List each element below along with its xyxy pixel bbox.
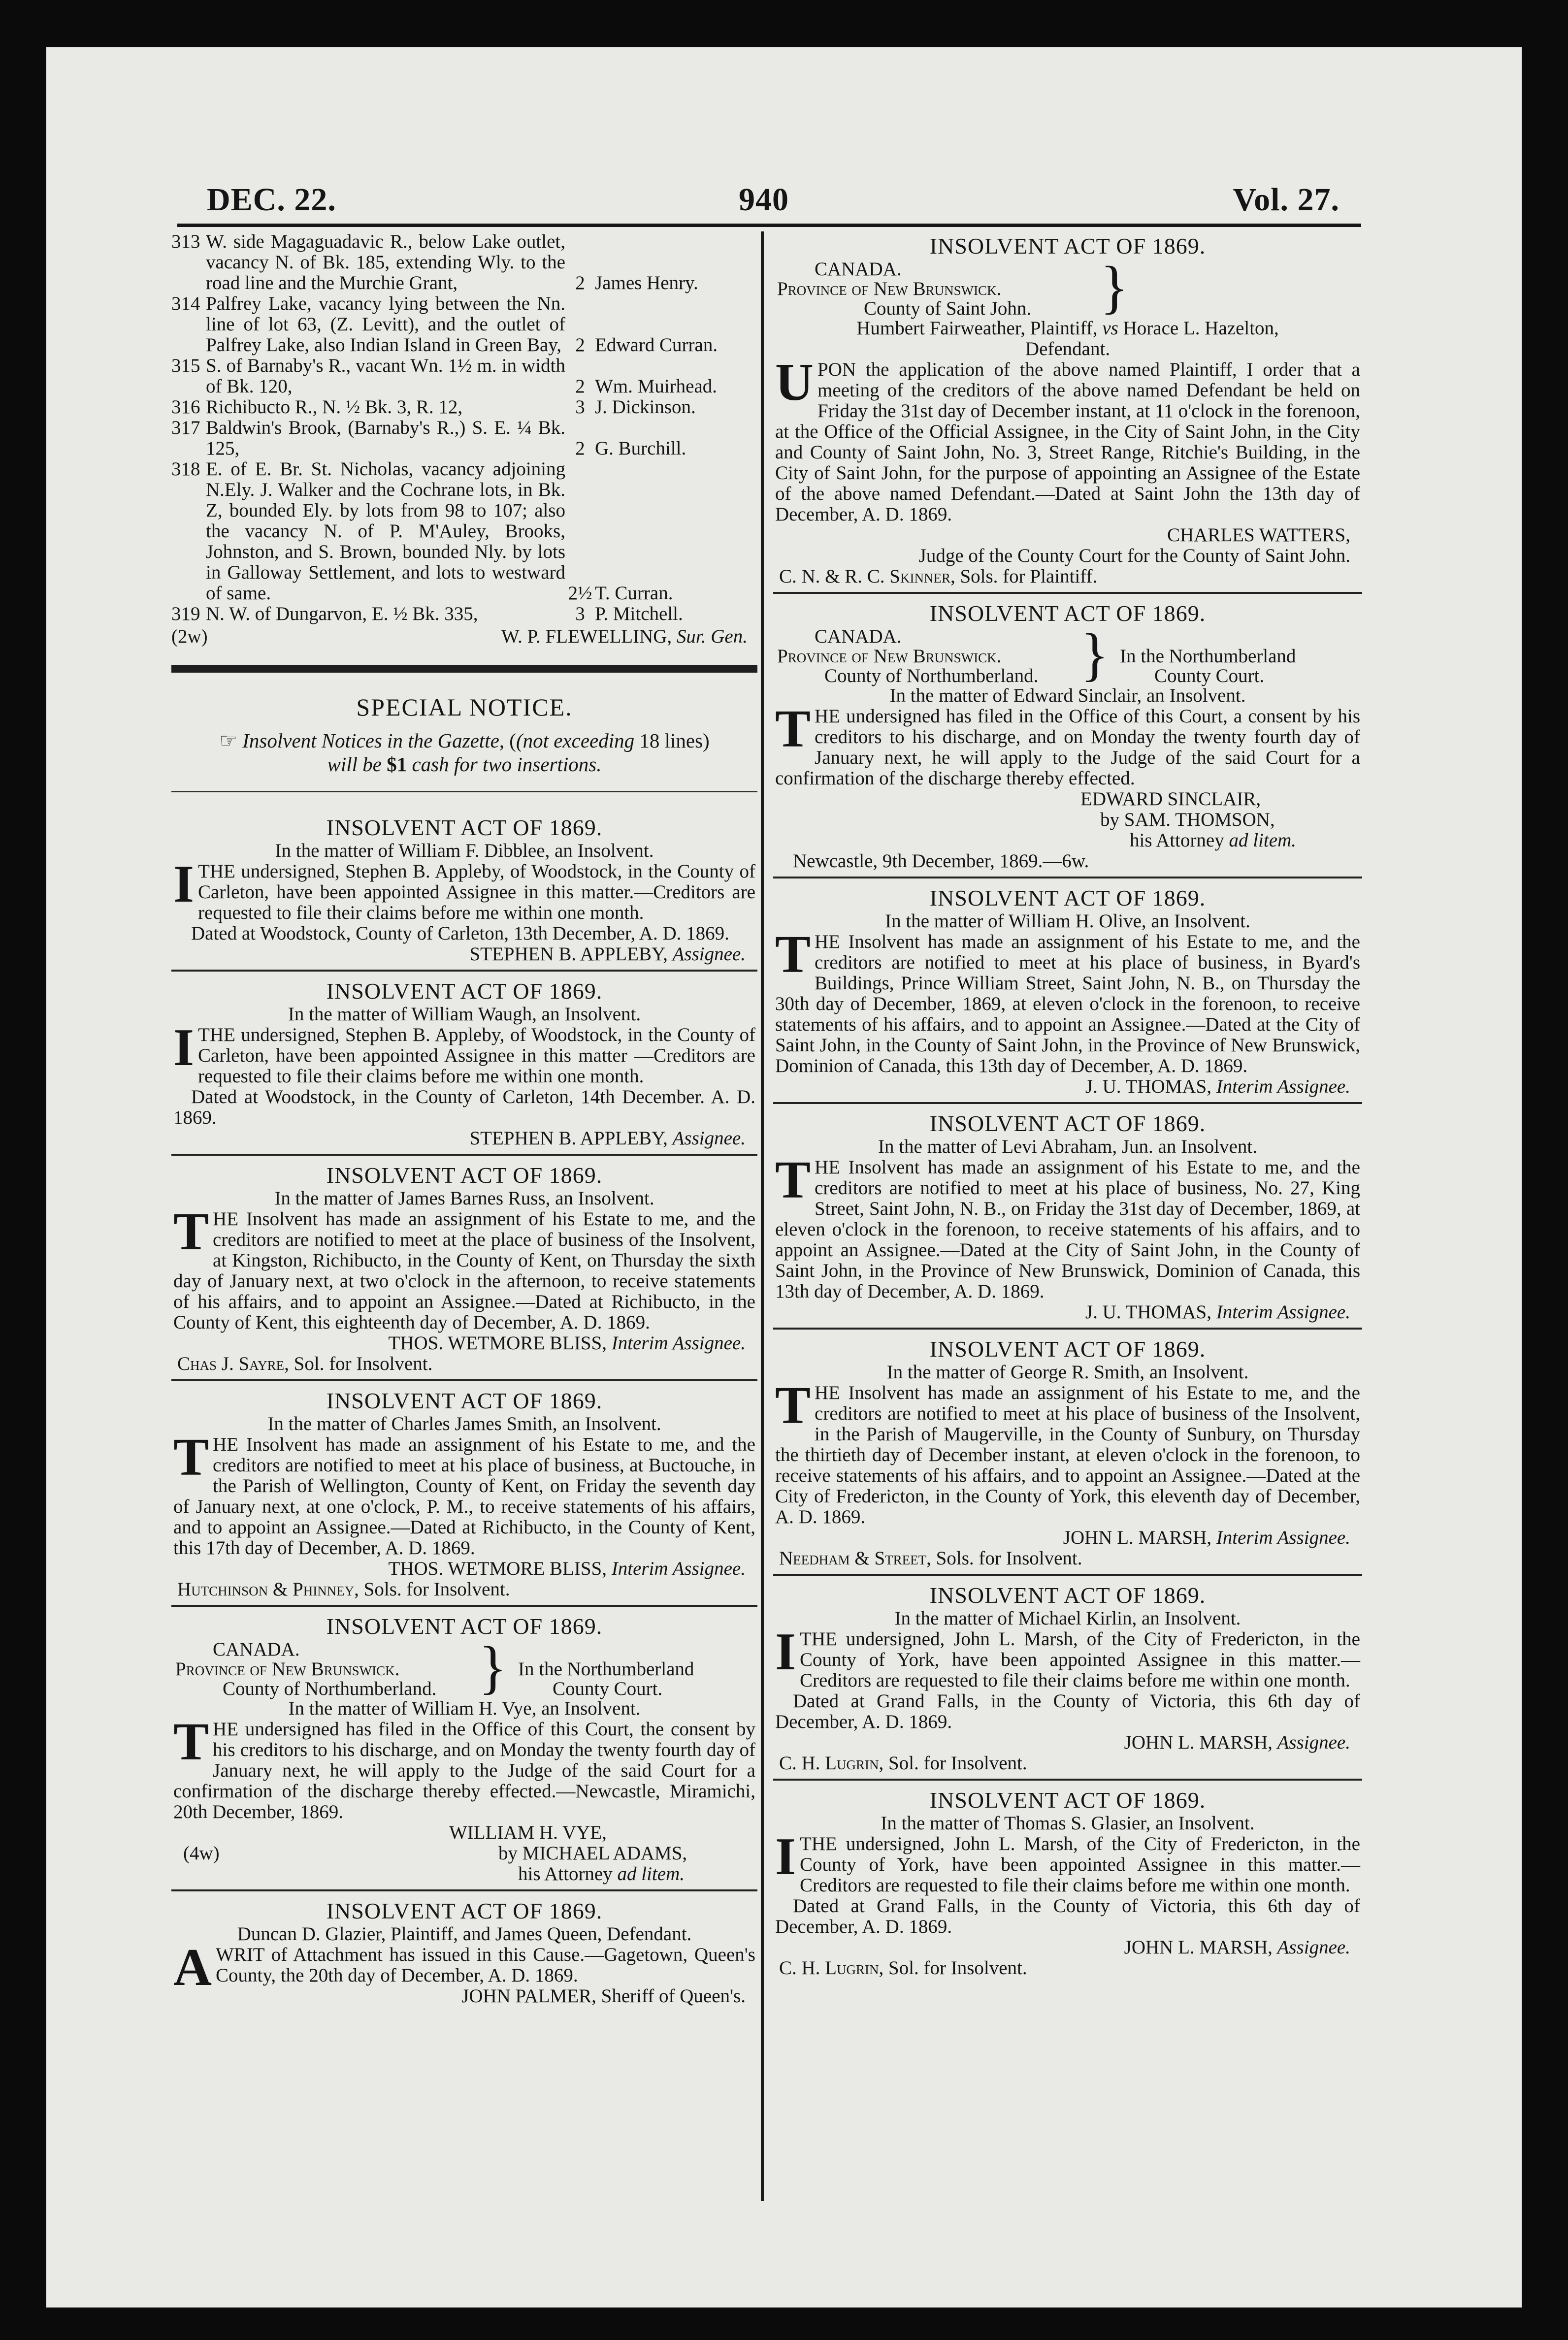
notice-title: INSOLVENT ACT OF 1869.: [929, 1583, 1206, 1608]
notice-matter: In the matter of James Barnes Russ, an Insolvent.: [274, 1188, 654, 1209]
drop-cap: T: [173, 1428, 209, 1487]
survey-description: E. of E. Br. St. Nicholas, vacancy adjoining N.Ely. J. Walker and the Cochrane lots, in Bk. Z, bounded Ely. by lots from 98 to 107; also the vacancy N. of P. M'Auley, Brooks, Johnston, and S. Brown, bounded Nly. by lots in Galloway Settlement, and lots to westward of same.: [206, 458, 565, 604]
drop-cap: U: [775, 353, 814, 412]
insolvent-notice-kirlin: [773, 1576, 1362, 1781]
survey-row: [171, 418, 757, 459]
notice-title: INSOLVENT ACT OF 1869.: [929, 601, 1206, 626]
brace-icon: }: [1080, 621, 1109, 687]
solicitor-name: Hutchinson & Phinney,: [177, 1579, 359, 1600]
notice-matter: In the matter of William H. Olive, an Insolvent.: [885, 910, 1250, 932]
notice-title: INSOLVENT ACT OF 1869.: [326, 978, 603, 1004]
signature-title: Assignee.: [672, 943, 746, 965]
right-column: [773, 231, 1362, 1983]
solicitor-name: Chas J. Sayre,: [177, 1353, 289, 1374]
insolvent-notice-vye: INSOLVENT ACT OF 1869. CANADA. Province of New Brunswick. County of Northumberland. } In the Northumberland County Court. In the matter of William H. Vye, an Insolvent. THE undersigned has filed in the Office of this Court, the consent by his creditors to his discharge, and on Monday the twenty fourth day of January next, he will apply to the Judge of the said Court for a confirmation of the discharge thereby effected.—Newcastle, Miramichi, 20th December, 1869. WILLIAM H. VYE, (4w) by MICHAEL ADAMS, his Attorney ad litem.: [171, 1607, 757, 1891]
header-page-number: 940: [739, 182, 789, 218]
notice-title: INSOLVENT ACT OF 1869.: [929, 885, 1206, 910]
solicitor-name: Needham & Street,: [779, 1548, 931, 1569]
notice-title: INSOLVENT ACT OF 1869.: [929, 1788, 1206, 1813]
drop-cap: T: [173, 1202, 209, 1261]
drop-cap: I: [775, 1827, 796, 1886]
notice-matter: In the matter of William F. Dibblee, an Insolvent.: [275, 840, 654, 861]
notice-title: INSOLVENT ACT OF 1869.: [326, 1614, 603, 1639]
solicitor-role: Sols. for Insolvent.: [363, 1579, 510, 1600]
notice-title: INSOLVENT ACT OF 1869.: [326, 815, 603, 840]
insolvent-notice-waugh: [171, 972, 757, 1156]
signature-title: Interim Assignee.: [1216, 1301, 1350, 1323]
survey-share: 2½: [568, 583, 592, 604]
insolvent-notice-smith-gr: [773, 1330, 1362, 1576]
signature-name: JOHN PALMER, Sheriff of Queen's.: [461, 1985, 746, 2007]
solicitor-role: Sol. for Insolvent.: [888, 1957, 1027, 1979]
special-notice-text: ☞ Insolvent Notices in the Gazette, ((not exceeding 18 lines) will be $1 cash for two insertions.: [171, 729, 757, 792]
surveyor-title: Sur. Gen.: [676, 626, 748, 647]
signature-title: Interim Assignee.: [1216, 1527, 1350, 1548]
signature-title: Interim Assignee.: [611, 1332, 746, 1354]
survey-insertion-count: (2w): [171, 626, 208, 647]
survey-description: Palfrey Lake, vacancy lying between the Nn. line of lot 63, (Z. Levitt), and the outlet of Palfrey Lake, also Indian Island in Green Bay,: [206, 293, 565, 356]
notice-body: THE undersigned, Stephen B. Appleby, of Woodstock, in the County of Carleton, have been appointed Assignee in this matter —Creditors are requested to file their claims before me within one month.: [198, 1024, 755, 1087]
notice-title: INSOLVENT ACT OF 1869.: [929, 1111, 1206, 1136]
notice-body: THE undersigned, Stephen B. Appleby, of Woodstock, in the County of Carleton, have been appointed Assignee in this matter.—Creditors are requested to file their claims before me within one month.: [198, 861, 755, 923]
signature-name: JOHN L. MARSH,: [1124, 1732, 1273, 1753]
survey-row: [171, 356, 757, 397]
insolvent-notice-sinclair: INSOLVENT ACT OF 1869. CANADA. Province of New Brunswick. County of Northumberland. } In the Northumberland County Court. In the matter of Edward Sinclair, an Insolvent. THE undersigned has filed in the Office of this Court, a consent by his creditors to his discharge, and on Monday the twenty fourth day of January next, he will apply to the Judge of the said Court for a confirmation of the discharge thereby effected. EDWARD SINCLAIR, by SAM. THOMSON, his Attorney ad litem. Newcastle, 9th December, 1869.—6w.: [773, 594, 1362, 878]
insolvent-notice-glasier-ts: [773, 1781, 1362, 1983]
insolvent-notice-smith-cj: [171, 1381, 757, 1607]
solicitor-name: C. H. Lugrin,: [779, 1753, 884, 1774]
signature-name: J. U. THOMAS,: [1085, 1301, 1211, 1323]
insolvent-notice-hazelton: INSOLVENT ACT OF 1869. CANADA. Province of New Brunswick. County of Saint John. } Humbert Fairweather, Plaintiff, vs Horace L. Hazelton, Defendant. UPON the application of the above named Plaintiff, I order that a meeting of the creditors of the above named Defendant be held on Friday the 31st day of December instant, at 11 o'clock in the forenoon, at the Office of the Official Assignee, in the City of Saint John, in the City and County of Saint John, No. 3, Street Range, Ritchie's Building, in the City of Saint John, for the purpose of appointing an Assignee of the Estate of the above named Defendant.—Dated at Saint John the 13th day of December, A. D. 1869. CHARLES WATTERS, Judge of the County Court for the County of Saint John. C. N. & R. C. Skinner, Sols. for Plaintiff.: [773, 231, 1362, 594]
drop-cap: A: [173, 1938, 212, 1997]
notice-title: INSOLVENT ACT OF 1869.: [929, 1336, 1206, 1362]
signature-title: Assignee.: [672, 1128, 746, 1149]
survey-number: 314: [171, 293, 200, 314]
signature-name: CHARLES WATTERS,: [1167, 524, 1350, 546]
signature-title: Interim Assignee.: [611, 1558, 746, 1579]
signature-name: THOS. WETMORE BLISS,: [388, 1558, 607, 1579]
signature-title: Interim Assignee.: [1216, 1076, 1350, 1097]
survey-share: 2: [575, 272, 585, 293]
notice-dated: Newcastle, 9th December, 1869.—6w.: [793, 850, 1089, 872]
survey-list: [171, 231, 757, 655]
notice-body: WRIT of Attachment has issued in this Cause.—Gagetown, Queen's County, the 20th day of December, A. D. 1869.: [216, 1944, 755, 1986]
notice-matter: In the matter of Edward Sinclair, an Insolvent.: [889, 685, 1246, 706]
survey-description: S. of Barnaby's R., vacant Wn. 1½ m. in width of Bk. 120,: [206, 355, 565, 397]
survey-share: 2: [575, 334, 585, 356]
drop-cap: T: [775, 700, 811, 758]
insolvent-notice-russ: [171, 1156, 757, 1381]
insolvent-notice-olive: [773, 878, 1362, 1104]
survey-share: 2: [575, 438, 585, 459]
drop-cap: I: [173, 855, 195, 913]
survey-name: Wm. Muirhead.: [595, 376, 718, 397]
notice-matter: In the matter of Charles James Smith, an Insolvent.: [267, 1413, 661, 1434]
solicitor-role: Sols. for Plaintiff.: [960, 566, 1098, 587]
survey-name: T. Curran.: [595, 583, 673, 604]
notice-body: HE Insolvent has made an assignment of his Estate to me, and the creditors are notified to meet at his place of business, in Byard's Buildings, Prince William Street, Saint John, N. B., on Thursday the 30th day of December, 1869, at eleven o'clock in the forenoon, to receive statements of his affairs, and to appoint an Assignee.—Dated at the City of Saint John, in the County of Saint John, in the Province of New Brunswick, Dominion of Canada, this 13th day of December, A. D. 1869.: [775, 931, 1360, 1076]
jurisdiction-block: CANADA. Province of New Brunswick. County of Northumberland. } In the Northumberland County Court.: [175, 1634, 694, 1700]
solicitor-role: Sols. for Insolvent.: [936, 1548, 1082, 1569]
jurisdiction-block: CANADA. Province of New Brunswick. County of Saint John. }: [777, 254, 1129, 320]
survey-name: P. Mitchell.: [595, 603, 683, 624]
drop-cap: T: [173, 1713, 209, 1771]
notice-parties: Duncan D. Glazier, Plaintiff, and James Queen, Defendant.: [237, 1923, 692, 1945]
survey-row: [171, 604, 757, 624]
jurisdiction-block: CANADA. Province of New Brunswick. County of Northumberland. } In the Northumberland County Court.: [777, 621, 1296, 687]
notice-matter: In the matter of Levi Abraham, Jun. an Insolvent.: [878, 1136, 1258, 1157]
drop-cap: T: [775, 1151, 811, 1209]
left-column: [171, 231, 757, 2012]
notice-title: INSOLVENT ACT OF 1869.: [326, 1163, 603, 1188]
notice-dated: Dated at Woodstock, County of Carleton, 13th December, A. D. 1869.: [191, 923, 729, 944]
signature-name: THOS. WETMORE BLISS,: [388, 1332, 607, 1354]
insolvent-notice-dibblee: [171, 792, 757, 972]
notice-matter: In the matter of William H. Vye, an Insolvent.: [288, 1698, 641, 1719]
drop-cap: T: [775, 925, 811, 984]
notice-body: THE undersigned, John L. Marsh, of the City of Fredericton, in the County of York, have been appointed Assignee in this matter.—Creditors are requested to file their claims before me within one month.: [800, 1833, 1360, 1896]
signature-name: J. U. THOMAS,: [1085, 1076, 1211, 1097]
signature-title: Assignee.: [1277, 1937, 1350, 1958]
signature-name: JOHN L. MARSH,: [1124, 1937, 1273, 1958]
survey-number: 319: [171, 603, 200, 624]
survey-share: 3: [575, 396, 585, 418]
surveyor-name: W. P. FLEWELLING,: [501, 626, 672, 647]
pointing-hand-icon: ☞: [219, 729, 238, 752]
signature-name: JOHN L. MARSH,: [1063, 1527, 1211, 1548]
survey-description: N. W. of Dungarvon, E. ½ Bk. 335,: [206, 603, 478, 624]
special-notice-title: SPECIAL NOTICE.: [356, 693, 573, 721]
notice-title: INSOLVENT ACT OF 1869.: [326, 1898, 603, 1923]
drop-cap: T: [775, 1376, 811, 1435]
section-divider: [171, 665, 757, 673]
notice-body: HE Insolvent has made an assignment of his Estate to me, and the creditors are notified to meet at his place of business, at Buctouche, in the Parish of Wellington, County of Kent, on Friday the seventh day of January next, at one o'clock, P. M., to receive statements of his affairs, and to appoint an Assignee.—Dated at Richibucto, in the County of Kent, this 17th day of December, A. D. 1869.: [173, 1434, 755, 1559]
survey-number: 316: [171, 396, 200, 418]
survey-row: [171, 459, 757, 604]
solicitor-name: C. H. Lugrin,: [779, 1957, 884, 1979]
signature-name: STEPHEN B. APPLEBY,: [469, 1128, 668, 1149]
header-volume: Vol. 27.: [1233, 182, 1339, 218]
survey-name: James Henry.: [595, 272, 698, 293]
signature-title: Assignee.: [1277, 1732, 1350, 1753]
notice-matter: In the matter of Thomas S. Glasier, an Insolvent.: [881, 1813, 1255, 1834]
survey-row: [171, 397, 757, 418]
notice-dated: Dated at Woodstock, in the County of Carleton, 14th December. A. D. 1869.: [173, 1086, 755, 1128]
notice-parties: Humbert Fairweather, Plaintiff, vs Horace L. Hazelton,: [856, 318, 1279, 339]
survey-name: Edward Curran.: [595, 334, 718, 356]
notice-body: HE Insolvent has made an assignment of his Estate to me, and the creditors are notified to meet at the place of business of the Insolvent, at Kingston, Richibucto, in the County of Kent, on Thursday the sixth day of January next, at two o'clock in the afternoon, to receive statements of his affairs, and to appoint an Assignee.—Dated at Richibucto, in the County of Kent, this eighteenth day of December, A. D. 1869.: [173, 1208, 755, 1333]
survey-description: Baldwin's Brook, (Barnaby's R.,) S. E. ¼ Bk. 125,: [206, 417, 565, 459]
signature-title: Judge of the County Court for the County of Saint John.: [918, 545, 1350, 566]
signature-name: STEPHEN B. APPLEBY,: [469, 943, 668, 965]
surveyor-signature: [171, 624, 757, 655]
signature-attorney: by SAM. THOMSON,: [1100, 809, 1275, 830]
page-header: [207, 181, 1339, 221]
signature-name: WILLIAM H. VYE,: [449, 1822, 607, 1843]
column-rule: [761, 231, 764, 2201]
drop-cap: I: [173, 1018, 195, 1077]
survey-description: Richibucto R., N. ½ Bk. 3, R. 12,: [206, 396, 463, 418]
survey-description: W. side Magaguadavic R., below Lake outlet, vacancy N. of Bk. 185, extending Wly. to the road line and the Murchie Grant,: [206, 231, 565, 293]
notice-body: HE undersigned has filed in the Office of this Court, a consent by his creditors to his discharge, and on Monday the twenty fourth day of January next, he will apply to the Judge of the said Court for a confirmation of the discharge thereby effected.: [775, 706, 1360, 789]
solicitor-role: Sol. for Insolvent.: [888, 1753, 1027, 1774]
notice-dated: Dated at Grand Falls, in the County of Victoria, this 6th day of December, A. D. 1869.: [775, 1690, 1360, 1732]
notice-body: THE undersigned, John L. Marsh, of the City of Fredericton, in the County of York, have been appointed Assignee in this matter.—Creditors are requested to file their claims before me within one month.: [800, 1628, 1360, 1691]
insolvent-notice-glazier-queen: [171, 1891, 757, 2012]
header-rule: [177, 224, 1361, 227]
notice-matter: In the matter of William Waugh, an Insolvent.: [288, 1004, 641, 1025]
survey-number: 317: [171, 417, 200, 438]
insertion-count: (4w): [183, 1843, 220, 1864]
notice-matter: In the matter of George R. Smith, an Insolvent.: [886, 1362, 1249, 1383]
notice-body: HE Insolvent has made an assignment of his Estate to me, and the creditors are notified to meet at his place of business, No. 27, King Street, Saint John, N. B., on Friday the 31st day of December, 1869, at eleven o'clock in the forenoon, to receive statements of his affairs, and to appoint an Assignee.—Dated at the City of Saint John, in the County of Saint John, in the Province of New Brunswick, Dominion of Canada, this 13th day of December, A. D. 1869.: [775, 1157, 1360, 1302]
signature-name: EDWARD SINCLAIR,: [1080, 788, 1261, 810]
brace-icon: }: [479, 1634, 507, 1700]
notice-title: INSOLVENT ACT OF 1869.: [326, 1388, 603, 1413]
survey-share: 3: [575, 603, 585, 624]
survey-name: G. Burchill.: [595, 438, 686, 459]
notice-dated: Dated at Grand Falls, in the County of Victoria, this 6th day of December, A. D. 1869.: [775, 1895, 1360, 1937]
notice-title: INSOLVENT ACT OF 1869.: [929, 233, 1206, 259]
survey-number: 318: [171, 458, 200, 480]
notice-body: HE undersigned has filed in the Office of this Court, the consent by his creditors to his discharge, and on Monday the twenty fourth day of January next, he will apply to the Judge of the said Court for a confirmation of the discharge thereby effected.—Newcastle, Miramichi, 20th December, 1869.: [173, 1719, 755, 1822]
survey-number: 315: [171, 355, 200, 376]
survey-name: J. Dickinson.: [595, 396, 696, 418]
survey-row: [171, 231, 757, 293]
header-date: DEC. 22.: [207, 182, 336, 218]
solicitor-role: Sol. for Insolvent.: [294, 1353, 433, 1374]
drop-cap: I: [775, 1623, 796, 1681]
notice-body: HE Insolvent has made an assignment of his Estate to me, and the creditors are notified to meet at his place of business of the Insolvent, in the Parish of Maugerville, in the County of Sunbury, on Thursday the thirtieth day of December instant, at eleven o'clock in the forenoon, to receive statements of his affairs, and to appoint an Assignee.—Dated at the City of Fredericton, in the County of York, this eleventh day of December, A. D. 1869.: [775, 1382, 1360, 1528]
notice-body: PON the application of the above named Plaintiff, I order that a meeting of the creditors of the above named Defendant be held on Friday the 31st day of December instant, at 11 o'clock in the forenoon, at the Office of the Official Assignee, in the City of Saint John, in the City and County of Saint John, No. 3, Street Range, Ritchie's Building, in the City of Saint John, for the purpose of appointing an Assignee of the Estate of the above named Defendant.—Dated at Saint John the 13th day of December, A. D. 1869.: [775, 359, 1360, 525]
insolvent-notice-abraham: [773, 1104, 1362, 1330]
brace-icon: }: [1100, 254, 1129, 320]
solicitor-name: C. N. & R. C. Skinner,: [779, 566, 955, 587]
notice-matter: In the matter of Michael Kirlin, an Insolvent.: [894, 1608, 1241, 1629]
survey-number: 313: [171, 231, 200, 252]
survey-row: [171, 293, 757, 356]
survey-share: 2: [575, 376, 585, 397]
signature-attorney: by MICHAEL ADAMS,: [498, 1843, 687, 1864]
